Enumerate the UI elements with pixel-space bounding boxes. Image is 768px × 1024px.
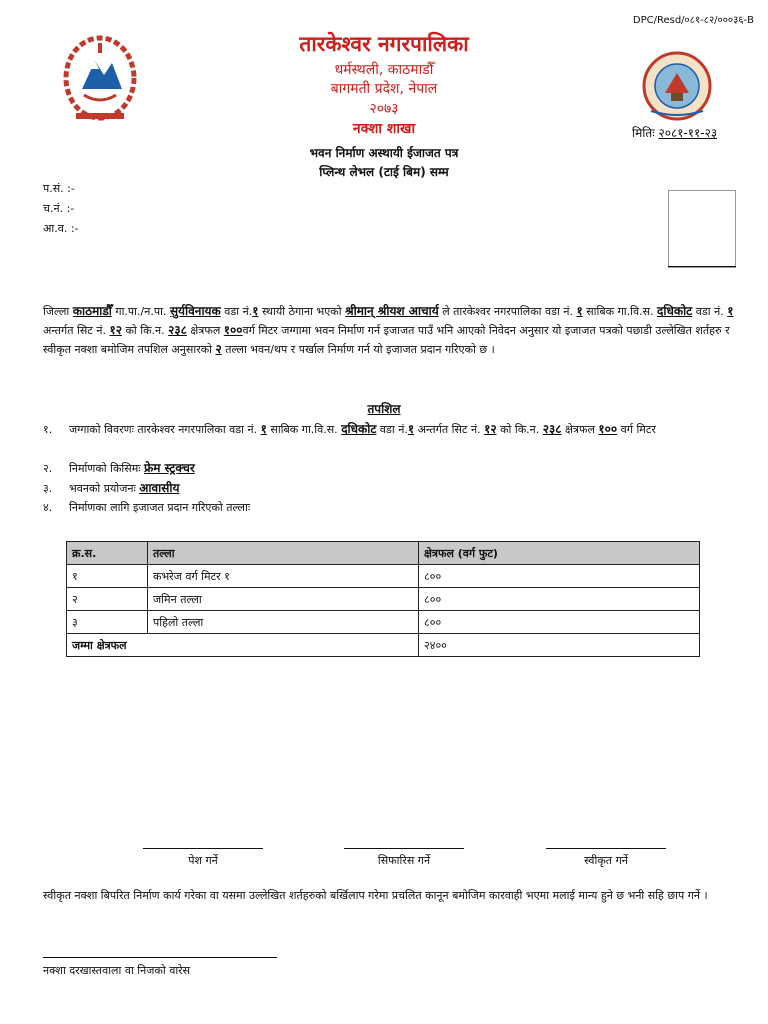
table-cell: १ [67, 565, 148, 588]
reference-number: DPC/Resd/०८१-८२/०००३६-B [632, 15, 754, 26]
table-cell: ८०० [419, 565, 700, 588]
table-cell: ८०० [419, 611, 700, 634]
signature-label-recommended: सिफारिस गर्ने [377, 854, 431, 867]
signature-line-submitted [143, 848, 263, 849]
details-title: तपशिल [367, 402, 401, 416]
table-cell: कभरेज वर्ग मिटर १ [148, 565, 419, 588]
photo-box [668, 190, 736, 268]
table-cell: २ [67, 588, 148, 611]
signature-label-submitted: पेश गर्ने [188, 854, 218, 867]
signature-label-approved: स्वीकृत गर्ने [584, 854, 628, 867]
photo-signature-line [668, 266, 736, 267]
date-label: मितिः [632, 126, 655, 140]
table-row [67, 565, 700, 588]
signature-line-recommended [344, 848, 464, 849]
table-total-row [67, 634, 700, 657]
permit-paragraph: जिल्ला काठमाडौँ गा.पा./न.पा. सुर्यविनायक वडा नं.१ स्थायी ठेगाना भएको श्रीमान् श्रीयश आचार्य ले तारकेश्वर नगरपालिका वडा नं. १ साबिक गा.वि.स. दधिकोट वडा नं. १ अन्तर्गत सिट नं. १२ को कि.न. २३८ क्षेत्रफल १००वर्ग मिटर जग्गामा भवन निर्माण गर्न इजाजत पाउँ भनि आएको निवेदन अनुसार यो इजाजत पत्रको पछाडी उल्लेखित शर्तहरु र स्वीकृत नक्शा बमोजिम तपशिल अनुसारको २ तल्ला भवन/थप र पर्खाल निर्माण गर्न यो इजाजत प्रदान गरिएको छ । [43, 304, 734, 356]
applicant-signature-label: नक्शा दरखास्तवाला वा निजको वारेस [43, 964, 191, 977]
total-value: २४०० [419, 634, 700, 657]
document-subtitle: प्लिन्थ लेभल (टाई बिम) सम्म [319, 165, 449, 179]
floor-area-table [66, 541, 700, 657]
table-header-row [67, 542, 700, 565]
table-cell: जमिन तल्ला [148, 588, 419, 611]
header-province: बागमती प्रदेश, नेपाल [330, 81, 438, 97]
detail-item-structure: २. निर्माणको किसिमः फ्रेम स्ट्रक्चर [43, 461, 195, 475]
total-label: जम्मा क्षेत्रफल [67, 634, 419, 657]
field-ps: प.सं. :- [43, 182, 75, 195]
declaration-text: स्वीकृत नक्शा बिपरित निर्माण कार्य गरेका वा यसमा उल्लेखित शर्तहरुको बर्खिलाप गरेमा प्रचलित कानून बमोजिम कारवाही भएमा मलाई मान्य हुने छ भनी सहि छाप गर्ने । [43, 889, 708, 902]
table-row [67, 611, 700, 634]
table-cell: पहिलो तल्ला [148, 611, 419, 634]
issue-date [632, 124, 717, 141]
header-year: २०७३ [369, 101, 399, 117]
date-value: २०८१-११-२३ [658, 126, 718, 140]
table-header: तल्ला [148, 542, 419, 565]
field-cn: च.नं. :- [43, 202, 75, 215]
detail-item-purpose: ३. भवनको प्रयोजनः आवासीय [43, 481, 180, 495]
header-section: नक्शा शाखा [352, 121, 416, 137]
table-header: क्षेत्रफल (वर्ग फुट) [419, 542, 700, 565]
document-title: भवन निर्माण अस्थायी ईजाजत पत्र [309, 146, 459, 160]
applicant-signature-line [43, 957, 277, 958]
table-cell: ३ [67, 611, 148, 634]
municipality-title: तारकेश्वर नगरपालिका [299, 32, 469, 56]
signature-line-approved [546, 848, 666, 849]
detail-item-floors: ४. निर्माणका लागि इजाजत प्रदान गरिएको तल्लाः [43, 501, 251, 514]
detail-item-land: १. जग्गाको विवरणः तारकेश्वर नगरपालिका वडा नं. १ साबिक गा.वि.स. दधिकोट वडा नं.१ अन्तर्गत सिट नं. १२ को कि.न. २३८ क्षेत्रफल १०० वर्ग मिटर [43, 422, 656, 436]
table-row [67, 588, 700, 611]
field-fiscal-year: आ.व. :- [43, 222, 79, 235]
table-header: क्र.स. [67, 542, 148, 565]
table-cell: ८०० [419, 588, 700, 611]
header-address: धर्मस्थली, काठमाडौँ [334, 62, 434, 78]
